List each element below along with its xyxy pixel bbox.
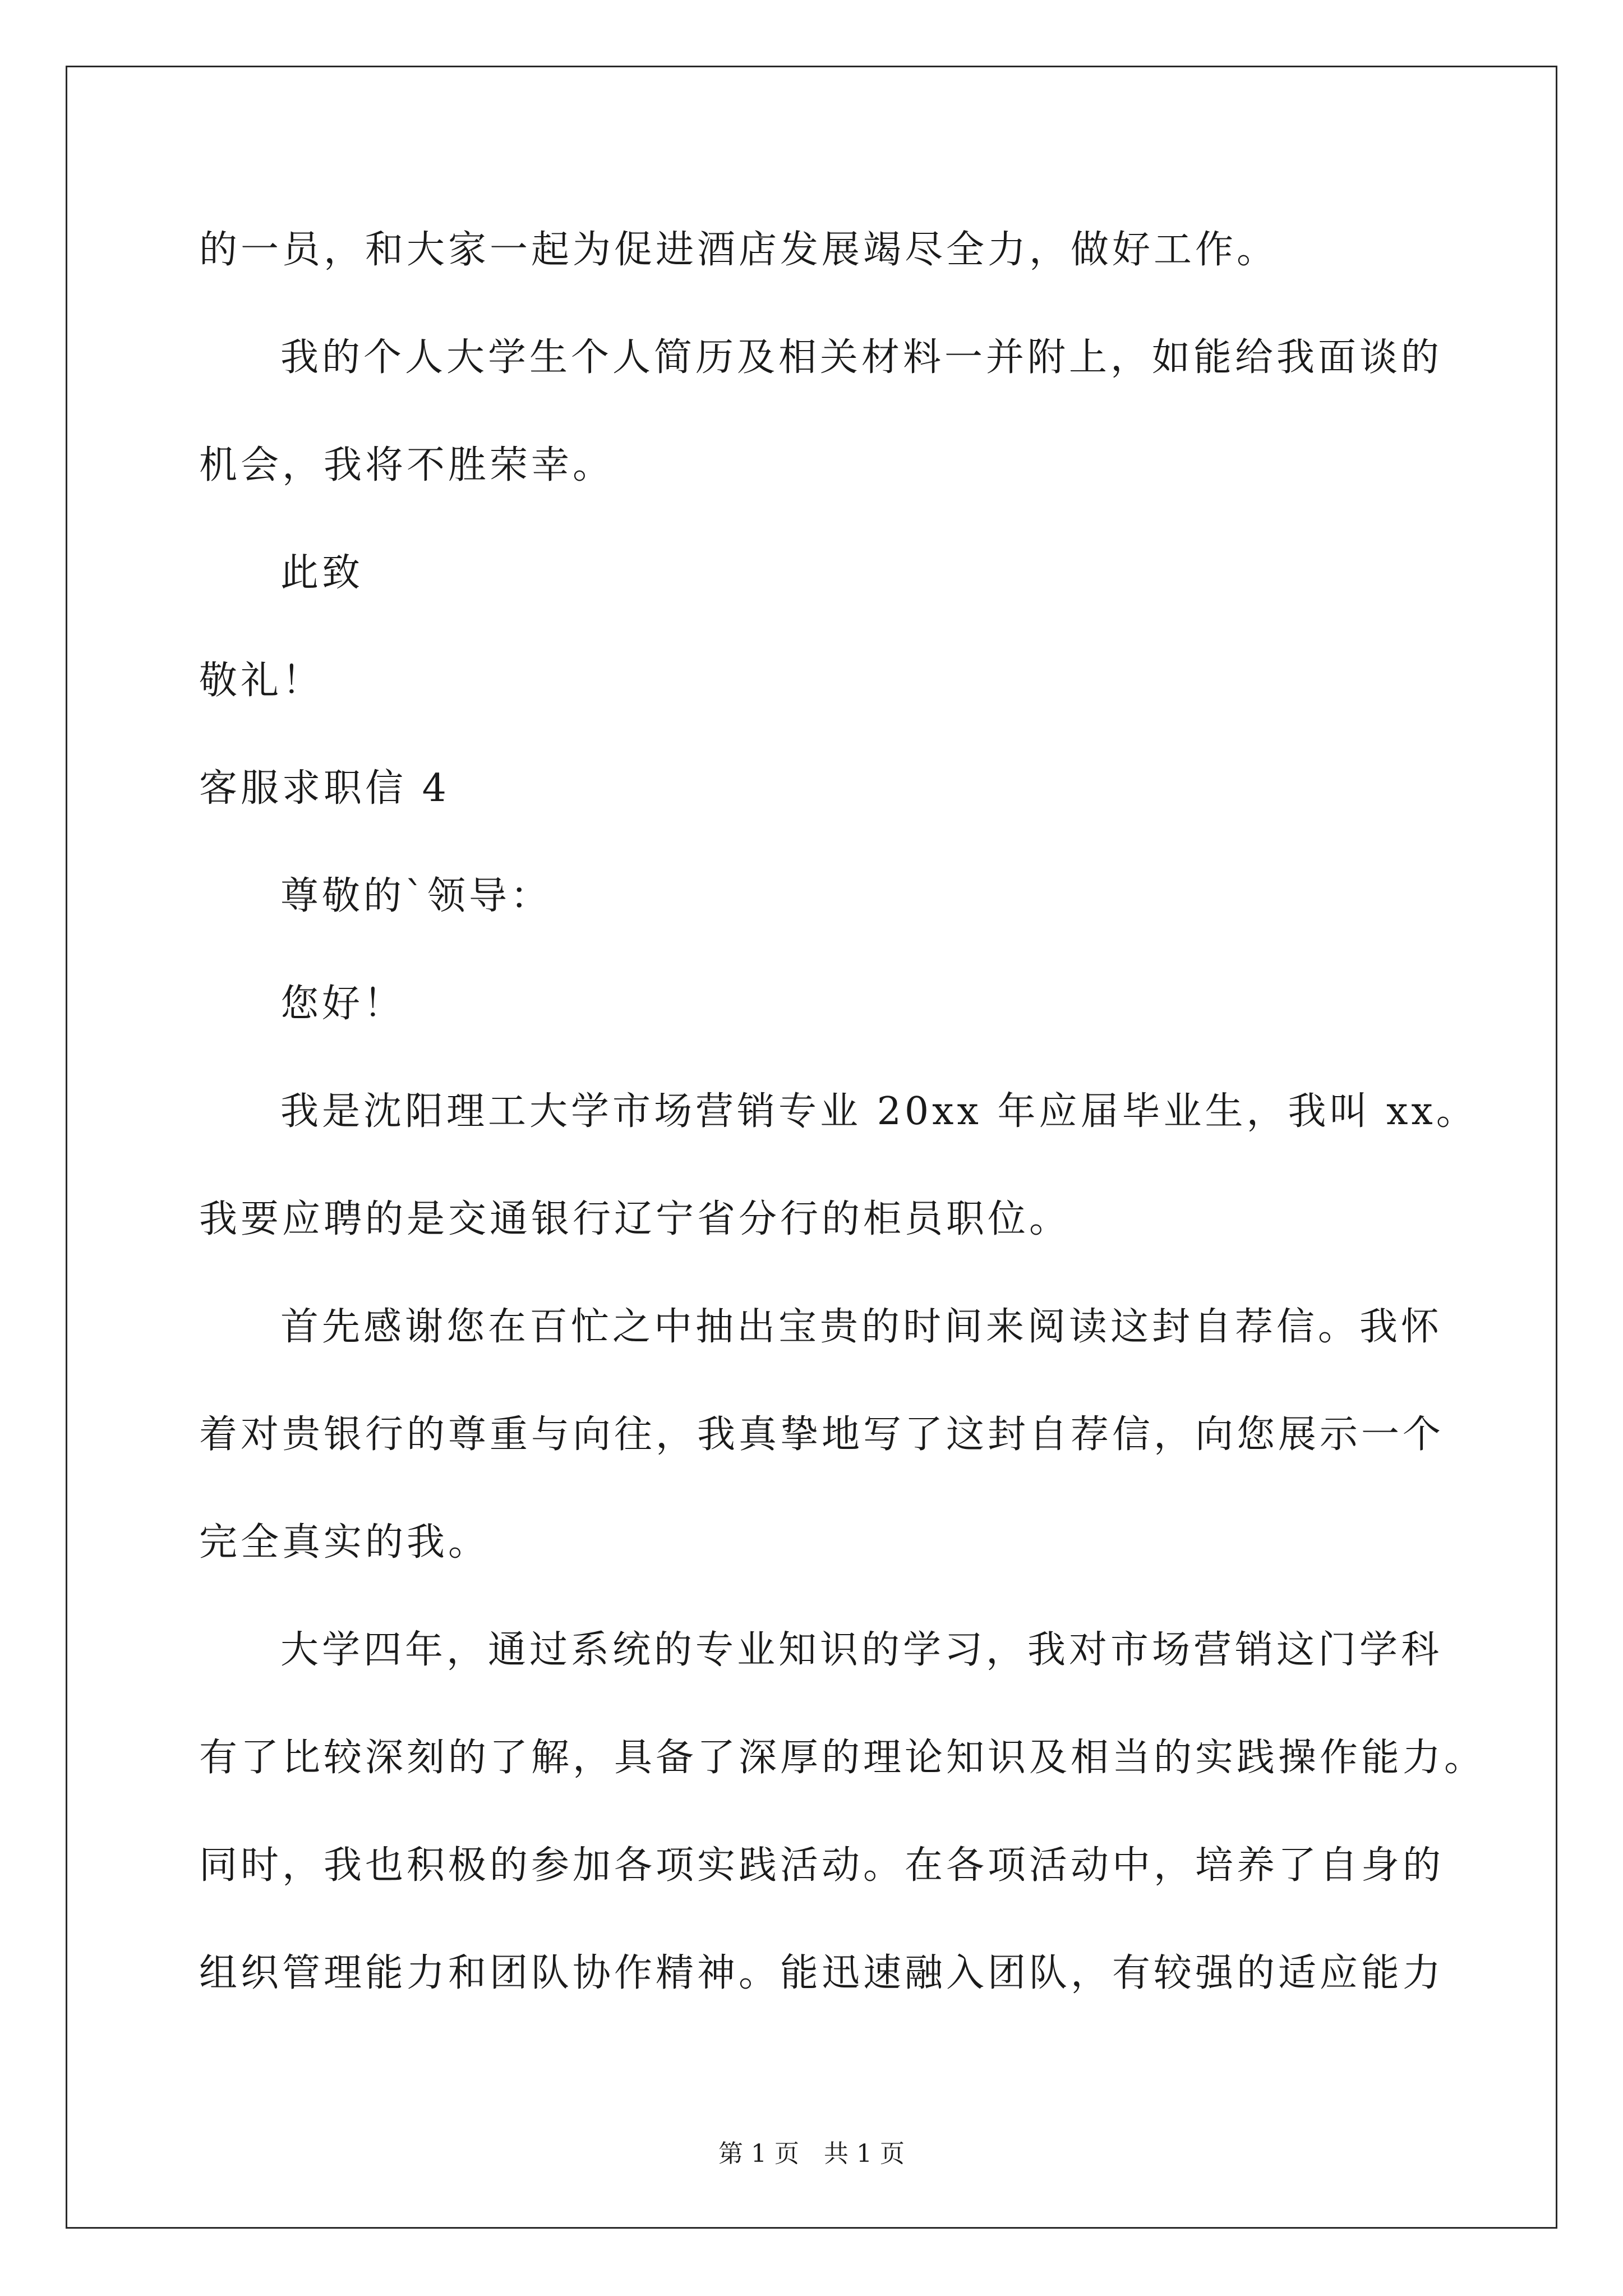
paragraph-line: 着对贵银行的尊重与向往，我真挚地写了这封自荐信，向您展示一个 (199, 1412, 1445, 1457)
paragraph-line: 同时，我也积极的参加各项实践活动。在各项活动中，培养了自身的 (199, 1843, 1445, 1888)
paragraph-line: 机会，我将不胜荣幸。 (199, 443, 615, 487)
paragraph-line: 的一员，和大家一起为促进酒店发展竭尽全力，做好工作。 (199, 228, 1279, 272)
paragraph-line: 我的个人大学生个人简历及相关材料一并附上，如能给我面谈的 (280, 335, 1443, 380)
paragraph-line: 组织管理能力和团队协作精神。能迅速融入团队，有较强的适应能力 (199, 1951, 1445, 1995)
section-title: 客服求职信 4 (199, 766, 450, 811)
paragraph-line: 有了比较深刻的了解，具备了深厚的理论知识及相当的实践操作能力。 (199, 1736, 1486, 1780)
paragraph-line: 首先感谢您在百忙之中抽出宝贵的时间来阅读这封自荐信。我怀 (280, 1305, 1443, 1349)
paragraph-line: 大学四年，通过系统的专业知识的学习，我对市场营销这门学科 (280, 1628, 1443, 1672)
closing-line: 此致 (280, 551, 364, 595)
closing-salutation: 敬礼！ (199, 659, 324, 703)
page-border (66, 66, 1557, 2229)
paragraph-line: 我要应聘的是交通银行辽宁省分行的柜员职位。 (199, 1197, 1071, 1241)
greeting-line: 您好！ (280, 982, 405, 1026)
paragraph-line: 完全真实的我。 (199, 1520, 490, 1565)
paragraph-line: 我是沈阳理工大学市场营销专业 20xx 年应届毕业生，我叫 xx。 (280, 1089, 1478, 1134)
page-footer: 第 1 页 共 1 页 (718, 2139, 905, 2168)
salutation-line: 尊敬的`领导： (280, 874, 552, 918)
